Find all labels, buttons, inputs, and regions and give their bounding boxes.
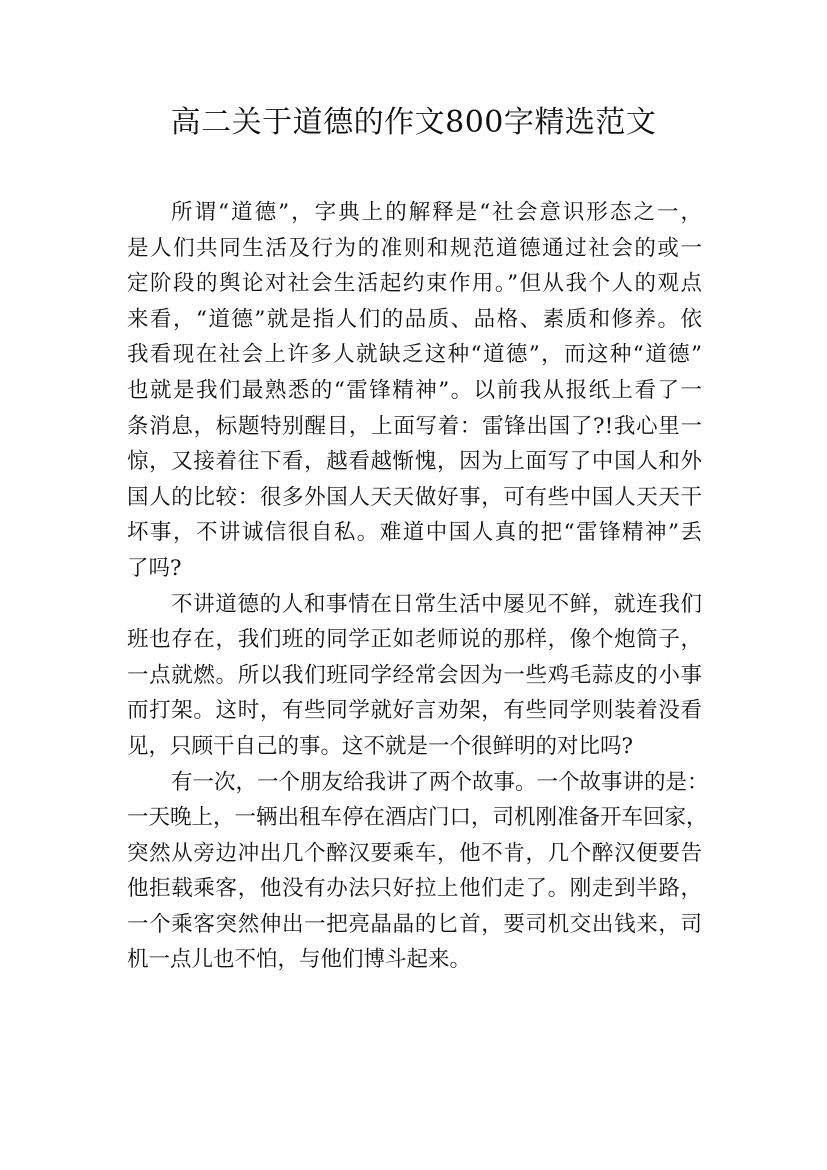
paragraph-1 (127, 195, 702, 587)
text-line: 我看现在社会上许多人就缺乏这种“道德”，而这种“道德” (127, 342, 702, 368)
text-line: 国人的比较：很多外国人天天做好事，可有些中国人天天干 (127, 484, 702, 510)
document-body (127, 195, 709, 978)
text-line: 见，只顾干自己的事。这不就是一个很鲜明的对比吗? (127, 733, 634, 759)
text-line: 不讲道德的人和事情在日常生活中屡见不鲜，就连我们 (171, 591, 702, 617)
paragraph-2 (127, 587, 702, 765)
text-line: 来看，“道德”就是指人们的品质、品格、素质和修养。依 (127, 306, 702, 332)
text-line: 条消息，标题特别醒目，上面写着：雷锋出国了?!我心里一 (127, 413, 702, 439)
text-line: 也就是我们最熟悉的“雷锋精神”。以前我从报纸上看了一 (127, 377, 702, 403)
text-line: 有一次，一个朋友给我讲了两个故事。一个故事讲的是： (171, 769, 709, 795)
paragraph-3 (127, 765, 709, 979)
text-line: 班也存在，我们班的同学正如老师说的那样，像个炮筒子， (127, 627, 702, 653)
text-line: 定阶段的舆论对社会生活起约束作用。”但从我个人的观点 (127, 271, 702, 297)
text-line: 机一点儿也不怕，与他们博斗起来。 (127, 947, 472, 973)
text-line: 惊，又接着往下看，越看越惭愧，因为上面写了中国人和外 (127, 449, 702, 475)
text-line: 突然从旁边冲出几个醉汉要乘车，他不肯，几个醉汉便要告 (127, 840, 702, 866)
text-line: 一点就燃。所以我们班同学经常会因为一些鸡毛蒜皮的小事 (127, 662, 702, 688)
text-line: 一个乘客突然伸出一把亮晶晶的匕首，要司机交出钱来，司 (127, 911, 702, 937)
text-line: 了吗? (127, 555, 182, 581)
text-line: 所谓“道德”，字典上的解释是“社会意识形态之一， (171, 200, 702, 225)
text-line: 坏事，不讲诚信很自私。难道中国人真的把“雷锋精神”丢 (127, 520, 702, 546)
text-line: 他拒载乘客，他没有办法只好拉上他们走了。刚走到半路， (127, 876, 702, 902)
text-line: 是人们共同生活及行为的准则和规范道德通过社会的或一 (127, 235, 702, 261)
document-title: 高二关于道德的作文800字精选范文 (170, 105, 657, 140)
text-line: 一天晚上，一辆出租车停在酒店门口，司机刚准备开车回家， (127, 805, 708, 831)
text-line: 而打架。这时，有些同学就好言劝架，有些同学则装着没看 (127, 698, 702, 724)
